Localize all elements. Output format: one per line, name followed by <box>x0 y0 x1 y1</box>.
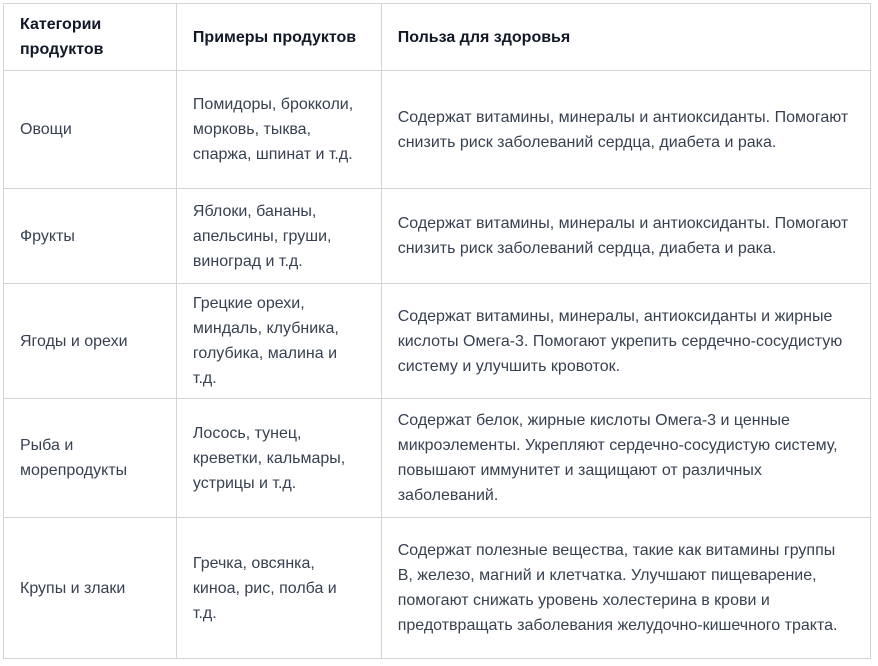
examples-cell: Яблоки, бананы, апельсины, груши, виноград и т.д. <box>176 189 381 284</box>
examples-cell: Лосось, тунец, креветки, кальмары, устрицы и т.д. <box>176 399 381 518</box>
category-cell: Крупы и злаки <box>4 518 177 659</box>
category-cell: Рыба и морепродукты <box>4 399 177 518</box>
header-row <box>4 4 871 71</box>
table-row <box>4 399 871 518</box>
table-row <box>4 189 871 284</box>
table-row <box>4 71 871 189</box>
header-examples: Примеры продуктов <box>176 4 381 71</box>
examples-cell: Грецкие орехи, миндаль, клубника, голубика, малина и т.д. <box>176 284 381 399</box>
table-row <box>4 518 871 659</box>
benefit-cell: Содержат белок, жирные кислоты Омега-3 и ценные микроэлементы. Укрепляют сердечно-сосудистую систему, повышают иммунитет и защищают от различных заболеваний. <box>381 399 870 518</box>
food-table <box>3 3 871 659</box>
header-benefit: Польза для здоровья <box>381 4 870 71</box>
benefit-cell: Содержат витамины, минералы, антиоксиданты и жирные кислоты Омега-3. Помогают укрепить сердечно-сосудистую систему и улучшить кровоток. <box>381 284 870 399</box>
examples-cell: Помидоры, брокколи, морковь, тыква, спаржа, шпинат и т.д. <box>176 71 381 189</box>
benefit-cell: Содержат витамины, минералы и антиоксиданты. Помогают снизить риск заболеваний сердца, диабета и рака. <box>381 71 870 189</box>
benefit-cell: Содержат витамины, минералы и антиоксиданты. Помогают снизить риск заболеваний сердца, диабета и рака. <box>381 189 870 284</box>
header-category: Категории продуктов <box>4 4 177 71</box>
category-cell: Ягоды и орехи <box>4 284 177 399</box>
table-row <box>4 284 871 399</box>
category-cell: Овощи <box>4 71 177 189</box>
benefit-cell: Содержат полезные вещества, такие как витамины группы B, железо, магний и клетчатка. Улучшают пищеварение, помогают снижать уровень холестерина в крови и предотвращать заболевания желудочно-кишечного тракта. <box>381 518 870 659</box>
examples-cell: Гречка, овсянка, киноа, рис, полба и т.д. <box>176 518 381 659</box>
category-cell: Фрукты <box>4 189 177 284</box>
